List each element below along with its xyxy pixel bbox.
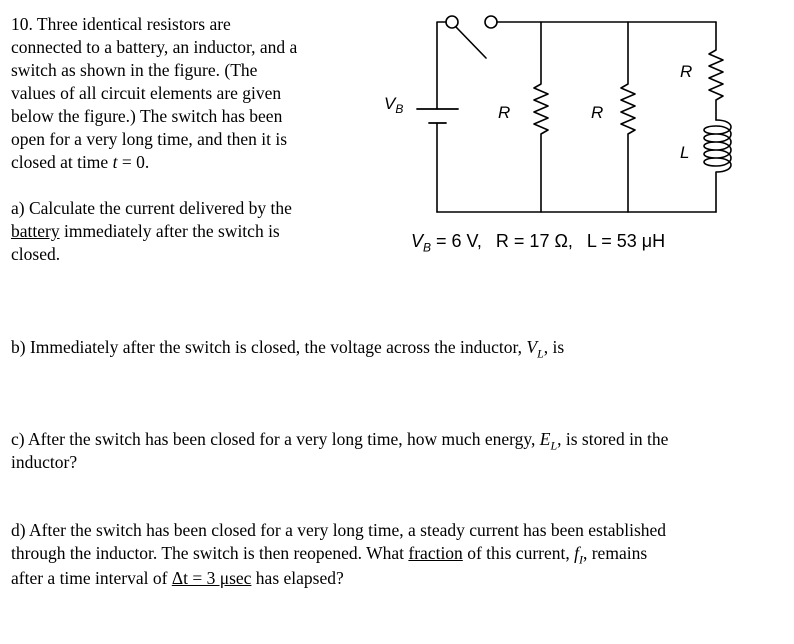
battery-label: $V_B$ <box>384 94 404 116</box>
intro-line-3: switch as shown in the figure. (The <box>11 60 258 80</box>
part-c-suffix: , is stored in the <box>557 429 669 449</box>
circuit-values <box>411 229 665 260</box>
resistor-2-label: R <box>591 103 604 122</box>
part-d-fraction: fraction <box>408 543 463 563</box>
part-a-line-3: closed. <box>11 244 61 264</box>
part-b-sub: L <box>537 346 544 361</box>
part-d-sub: I <box>578 552 583 567</box>
intro-line-2: connected to a battery, an inductor, and a <box>11 37 298 57</box>
intro-line-4: values of all circuit elements are given <box>11 83 282 103</box>
part-d-line-3-suffix: has elapsed? <box>251 568 344 588</box>
vb-symbol: V <box>411 231 424 251</box>
switch-blade <box>456 27 486 58</box>
part-a-line-1: a) Calculate the current delivered by the <box>11 198 292 218</box>
part-c-prefix: c) After the switch has been closed for a very long time, how much energy, <box>11 429 540 449</box>
intro-last-prefix: closed at time <box>11 152 113 172</box>
intro-line-5: below the figure.) The switch has been <box>11 106 283 126</box>
part-c-line-2: inductor? <box>11 452 78 472</box>
inductor-label: L <box>680 143 690 162</box>
resistor-2 <box>621 22 635 212</box>
inductor-coil <box>704 120 731 212</box>
vb-value: = 6 V, <box>431 231 482 251</box>
part-d-line-2-after: of this current, <box>462 543 575 563</box>
left-wire-upper <box>437 22 446 109</box>
intro-line-1: 10. Three identical resistors are <box>11 14 231 34</box>
switch-contact-left <box>446 16 458 28</box>
part-d-line-3-prefix: after a time interval of <box>11 568 172 588</box>
r-value: R = 17 Ω, <box>495 231 573 251</box>
part-d-line-2-end: , remains <box>582 543 648 563</box>
l-value: L = 53 μH <box>586 231 666 251</box>
resistor-1 <box>534 22 548 212</box>
intro-last-suffix: = 0. <box>117 152 150 172</box>
part-b-var: V <box>526 337 538 357</box>
part-c-sub: L <box>550 438 558 453</box>
part-d-line-2-start: through the inductor. The switch is then reopened. What <box>11 543 409 563</box>
switch-contact-right <box>485 16 497 28</box>
part-a-underlined: battery <box>11 221 60 241</box>
intro-line-6: open for a very long time, and then it is <box>11 129 288 149</box>
resistor-3 <box>709 22 723 120</box>
time-variable: t <box>112 152 118 172</box>
part-c-var: E <box>539 429 551 449</box>
vb-sub: B <box>423 240 432 255</box>
part-b-suffix: , is <box>543 337 565 357</box>
part-d-var: f <box>574 543 579 563</box>
part-d-time-interval: Δt = 3 μsec <box>171 568 252 588</box>
resistor-1-label: R <box>498 103 511 122</box>
part-d-line-1: d) After the switch has been closed for a very long time, a steady current has been established <box>11 520 667 540</box>
resistor-3-label: R <box>680 62 693 81</box>
part-a-line-2-rest: immediately after the switch is <box>59 221 280 241</box>
part-b-prefix: b) Immediately after the switch is closed, the voltage across the inductor, <box>11 337 527 357</box>
